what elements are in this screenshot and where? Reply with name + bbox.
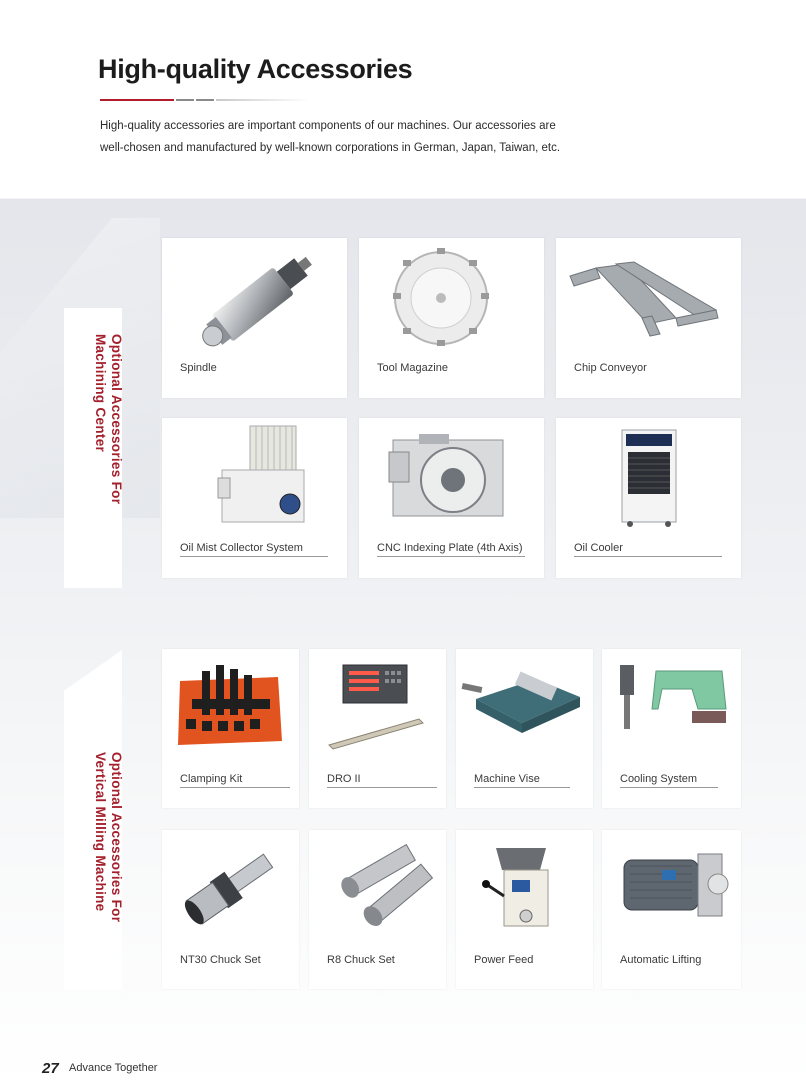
nt30-chuck-set-image [162, 830, 299, 940]
cooling-system-image [602, 649, 741, 759]
automatic-lifting-image [602, 830, 741, 940]
clamping-kit-image [162, 649, 299, 759]
accessory-label: NT30 Chuck Set [180, 954, 261, 966]
power-feed-image [456, 830, 593, 940]
intro-line-1: High-quality accessories are important components of our machines. Our accessories are [100, 120, 556, 132]
accessory-label: Oil Cooler [574, 542, 722, 557]
accessory-label: DRO II [327, 773, 437, 788]
accessory-card-oil-mist-collector [162, 418, 347, 578]
accessory-card-spindle [162, 238, 347, 398]
section-label-line1: Optional Accessories For [109, 334, 124, 505]
intro-text [100, 115, 620, 159]
accessory-label: Power Feed [474, 954, 534, 966]
accessory-label: Oil Mist Collector System [180, 542, 328, 557]
accessory-card-machine-vise [456, 649, 593, 808]
section-label-line2: Machining Center [93, 334, 108, 453]
accessory-card-r8-chuck-set [309, 830, 446, 989]
accessory-card-clamping-kit [162, 649, 299, 808]
title-underline [100, 98, 310, 102]
accessory-label: Tool Magazine [377, 362, 448, 374]
accessory-card-nt30-chuck-set [162, 830, 299, 989]
accessory-card-tool-magazine [359, 238, 544, 398]
section-label-line2: Vertical Milling Machine [93, 752, 108, 912]
accessory-card-automatic-lifting [602, 830, 741, 989]
accessory-label: Clamping Kit [180, 773, 290, 788]
accessory-card-cnc-indexing-plate [359, 418, 544, 578]
chip-conveyor-image [556, 238, 741, 356]
accessory-card-power-feed [456, 830, 593, 989]
tool-magazine-image [359, 238, 544, 356]
accessory-card-chip-conveyor [556, 238, 741, 398]
accessory-label: Chip Conveyor [574, 362, 647, 374]
section-label-machining-center [92, 334, 124, 504]
page-number: 27 [42, 1060, 59, 1077]
section-label-line1: Optional Accessories For [109, 752, 124, 923]
accessory-label: R8 Chuck Set [327, 954, 395, 966]
dro-image [309, 649, 446, 759]
accessory-card-dro [309, 649, 446, 808]
intro-line-2: well-chosen and manufactured by well-known corporations in German, Japan, Taiwan, etc. [100, 142, 561, 154]
spindle-image [162, 238, 347, 356]
footer-tagline: Advance Together [69, 1062, 158, 1074]
machine-vise-image [456, 649, 593, 759]
accessory-label: Machine Vise [474, 773, 570, 788]
cnc-indexing-plate-image [359, 418, 544, 536]
r8-chuck-set-image [309, 830, 446, 940]
accessory-card-cooling-system [602, 649, 741, 808]
accessory-label: Automatic Lifting [620, 954, 702, 966]
accessory-card-oil-cooler [556, 418, 741, 578]
oil-mist-collector-image [162, 418, 347, 536]
page-title: High-quality Accessories [98, 54, 413, 84]
oil-cooler-image [556, 418, 741, 536]
accessory-label: Spindle [180, 362, 217, 374]
accessory-label: CNC Indexing Plate (4th Axis) [377, 542, 525, 557]
accessory-label: Cooling System [620, 773, 718, 788]
section-label-vertical-milling [92, 752, 124, 922]
